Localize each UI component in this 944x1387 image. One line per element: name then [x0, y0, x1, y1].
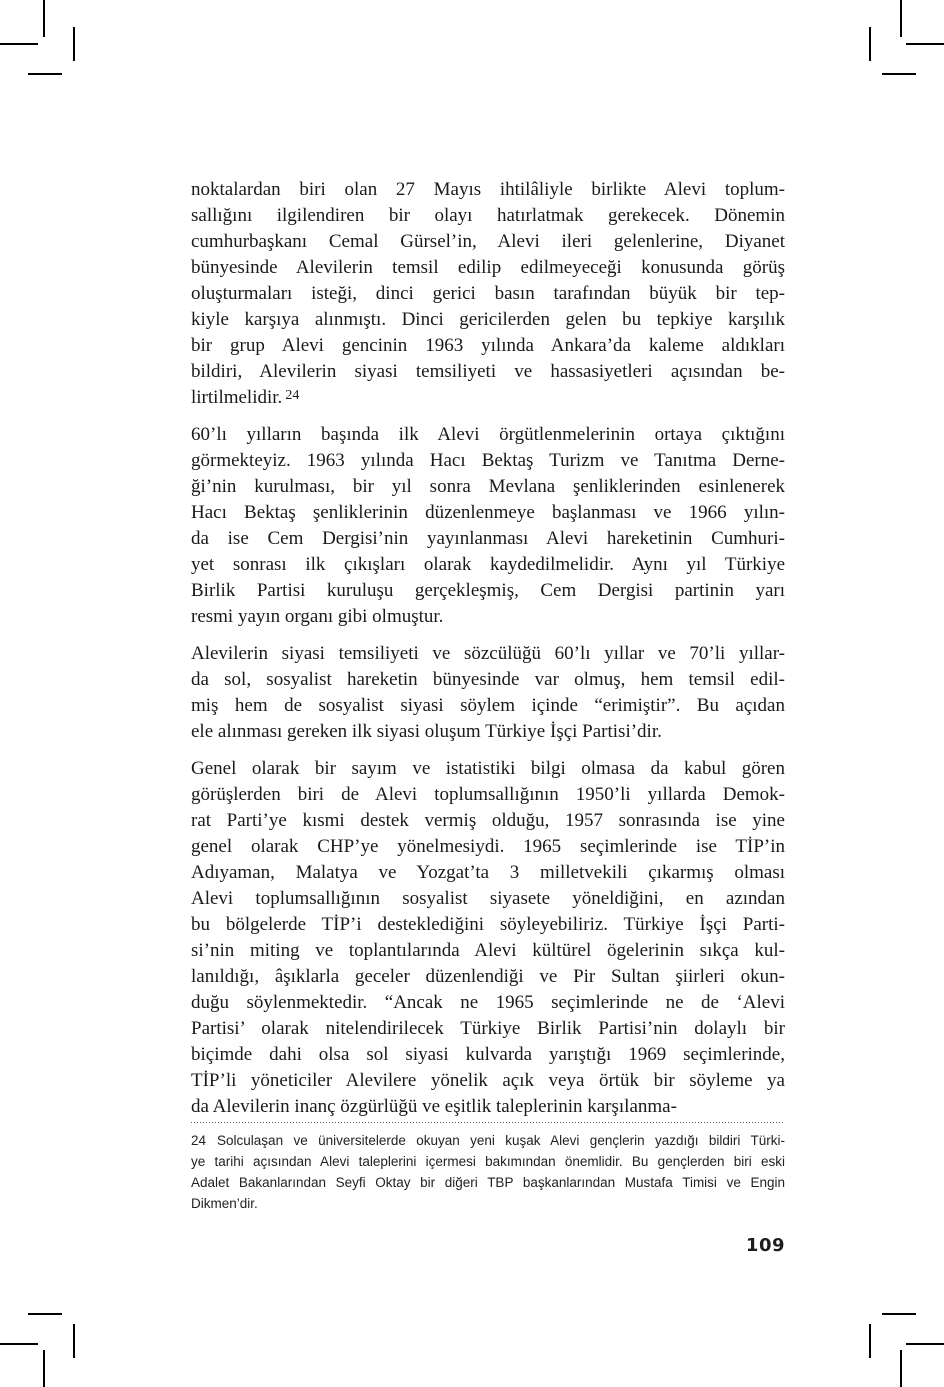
text-line-content: biçimde dahi olsa sol siyasi kulvarda yarıştığı 1969 seçimlerinde,: [191, 1044, 785, 1065]
footnote-marker: 24: [191, 1133, 207, 1148]
crop-mark-bottom-left-vertical: [43, 1350, 45, 1387]
crop-mark-bottom-right-inner-vertical: [869, 1324, 871, 1358]
crop-mark-top-left-vertical: [43, 0, 45, 37]
text-line: [191, 578, 785, 604]
text-line: [191, 1042, 785, 1068]
text-line: [191, 808, 785, 834]
text-line-content: Alevi toplumsallığının sosyalist siyasete yöneldiğini, en azından: [191, 888, 785, 909]
text-line-content: bildiri, Alevilerin siyasi temsiliyeti ve hassasiyetleri açısından be-: [191, 361, 785, 382]
text-line-content: miş hem de sosyalist siyasi söylem içinde “erimiştir”. Bu açıdan: [191, 695, 785, 716]
text-line: [191, 964, 785, 990]
text-block: [191, 177, 785, 1120]
text-line: [191, 1094, 785, 1120]
text-line-content: görmekteyiz. 1963 yılında Hacı Bektaş Turizm ve Tanıtma Derne-: [191, 450, 785, 471]
text-line-content: noktalardan biri olan 27 Mayıs ihtilâliyle birlikte Alevi toplum-: [191, 179, 785, 200]
text-line-content: Adıyaman, Malatya ve Yozgat’ta 3 milletvekili çıkarmış olması: [191, 862, 785, 883]
text-line: [191, 526, 785, 552]
text-line-content: ği’nin kurulması, bir yıl sonra Mevlana şenliklerinden esinlenerek: [191, 476, 785, 497]
text-line-content: da Alevilerin inanç özgürlüğü ve eşitlik taleplerinin karşılanma-: [191, 1096, 677, 1117]
text-line-content: oluşturmaları isteği, dinci gerici basın tarafından büyük bir tep-: [191, 283, 785, 304]
text-line-content: lanıldığı, âşıklarla geceler düzenlendiği ve Pir Sultan şiirleri okun-: [191, 966, 785, 987]
text-line: [191, 693, 785, 719]
text-line: [191, 422, 785, 448]
text-line-content: TİP’li yöneticiler Alevilere yönelik açık veya örtük bir söyleme ya: [191, 1070, 785, 1091]
text-line: [191, 756, 785, 782]
text-line: [191, 667, 785, 693]
crop-mark-top-right-inner-horizontal: [882, 73, 916, 75]
crop-mark-top-left-inner-horizontal: [28, 73, 62, 75]
paragraph: [191, 756, 785, 1120]
text-line: [191, 860, 785, 886]
footnote-line-content: Dikmen’dir.: [191, 1196, 258, 1211]
crop-mark-bottom-left-horizontal: [0, 1343, 38, 1345]
text-line-content: ele alınması gereken ilk siyasi oluşum Türkiye İşçi Partisi’dir.: [191, 721, 662, 742]
text-line: [191, 203, 785, 229]
text-line-content: rat Parti’ye kısmi destek vermiş olduğu, 1957 sonrasında ise yine: [191, 810, 785, 831]
paragraph: [191, 177, 785, 411]
text-line: [191, 938, 785, 964]
text-line-content: kiyle karşıya alınmıştı. Dinci gericilerden gelen bu tepkiye karşılık: [191, 309, 785, 330]
text-line: [191, 552, 785, 578]
text-line: [191, 834, 785, 860]
text-line: [191, 281, 785, 307]
text-line: [191, 641, 785, 667]
paragraph: [191, 641, 785, 745]
footnote-line-content: ye tarihi açısından Alevi taleplerini içermesi bakımından önemlidir. Bu gençlerden biri eski: [191, 1154, 785, 1169]
text-line-content: yet sonrası ilk çıkışları olarak kaydedilmelidir. Aynı yıl Türkiye: [191, 554, 785, 575]
text-line: [191, 719, 785, 745]
text-line-content: Alevilerin siyasi temsiliyeti ve sözcülüğü 60’lı yıllar ve 70’li yıllar-: [191, 643, 785, 664]
text-line-content: da ise Cem Dergisi’nin yayınlanması Alevi hareketinin Cumhuri-: [191, 528, 785, 549]
text-line: [191, 500, 785, 526]
text-line-content: görüşlerden biri de Alevi toplumsallığının 1950’li yıllarda Demok-: [191, 784, 785, 805]
text-line: [191, 886, 785, 912]
footnote-line-content: Adalet Bakanlarından Seyfi Oktay bir diğeri TBP başkanlarından Mustafa Timisi ve Engin: [191, 1175, 785, 1190]
footnote-line-content: Solculaşan ve üniversitelerde okuyan yeni kuşak Alevi gençlerin yazdığı bildiri Türki-: [217, 1133, 785, 1148]
text-line: [191, 448, 785, 474]
footnote-reference: 24: [285, 388, 300, 403]
footnote-line: [191, 1130, 785, 1151]
text-line-content: 60’lı yılların başında ilk Alevi örgütlenmelerinin ortaya çıktığını: [191, 424, 785, 445]
text-line: [191, 912, 785, 938]
crop-mark-bottom-left-inner-horizontal: [28, 1313, 62, 1315]
text-line-content: Genel olarak bir sayım ve istatistiki bilgi olmasa da kabul gören: [191, 758, 785, 779]
text-line: [191, 229, 785, 255]
text-line-content: cumhurbaşkanı Cemal Gürsel’in, Alevi ileri gelenlerine, Diyanet: [191, 231, 785, 252]
footnote-section: [191, 1122, 785, 1214]
crop-mark-top-right-vertical: [900, 0, 902, 37]
text-line: [191, 782, 785, 808]
footnote-line: [191, 1172, 785, 1193]
text-line: [191, 990, 785, 1016]
paragraph: [191, 422, 785, 630]
crop-mark-bottom-right-horizontal: [906, 1343, 944, 1345]
text-line: [191, 474, 785, 500]
crop-mark-bottom-left-inner-vertical: [73, 1324, 75, 1358]
text-line-content: bünyesinde Alevilerin temsil edilip edilmeyeceği konusunda görüş: [191, 257, 785, 278]
text-line: [191, 359, 785, 385]
text-line: [191, 385, 785, 411]
text-line-content: si’nin miting ve toplantılarında Alevi kültürel ögelerinin sıkça kul-: [191, 940, 785, 961]
crop-mark-top-right-inner-vertical: [869, 27, 871, 61]
text-line-content: sallığını ilgilendiren bir olayı hatırlatmak gerekecek. Dönemin: [191, 205, 785, 226]
text-line: [191, 604, 785, 630]
text-line-content: duğu söylenmektedir. “Ancak ne 1965 seçimlerinde ne de ‘Alevi: [191, 992, 785, 1013]
crop-mark-bottom-right-inner-horizontal: [882, 1313, 916, 1315]
crop-mark-top-left-inner-vertical: [73, 27, 75, 61]
text-line: [191, 307, 785, 333]
crop-mark-top-right-horizontal: [906, 43, 944, 45]
text-line-content: bir grup Alevi gencinin 1963 yılında Ankara’da kaleme aldıkları: [191, 335, 785, 356]
text-line-content: genel olarak CHP’ye yönelmesiydi. 1965 seçimlerinde ise TİP’in: [191, 836, 785, 857]
crop-mark-top-left-horizontal: [0, 43, 38, 45]
text-line-content: Birlik Partisi kuruluşu gerçekleşmiş, Cem Dergisi partinin yarı: [191, 580, 785, 601]
crop-mark-bottom-right-vertical: [900, 1350, 902, 1387]
text-line-content: Partisi’ olarak nitelendirilecek Türkiye Birlik Partisi’nin dolaylı bir: [191, 1018, 785, 1039]
text-line-content: da sol, sosyalist hareketin bünyesinde var olmuş, hem temsil edil-: [191, 669, 785, 690]
text-line: [191, 255, 785, 281]
page-number: 109: [745, 1235, 785, 1256]
text-line: [191, 1068, 785, 1094]
footnote-line: [191, 1151, 785, 1172]
text-line: [191, 1016, 785, 1042]
text-line: [191, 177, 785, 203]
text-line: [191, 333, 785, 359]
text-line-content: resmi yayın organı gibi olmuştur.: [191, 606, 444, 627]
footnote-line: [191, 1193, 785, 1214]
text-line-content: Hacı Bektaş şenliklerinin düzenlenmeye başlanması ve 1966 yılın-: [191, 502, 785, 523]
footnote-text: [191, 1124, 785, 1214]
text-line-content: lirtilmelidir.: [191, 387, 283, 408]
text-line-content: bu bölgelerde TİP’i desteklediğini söyleyebiliriz. Türkiye İşçi Parti-: [191, 914, 785, 935]
